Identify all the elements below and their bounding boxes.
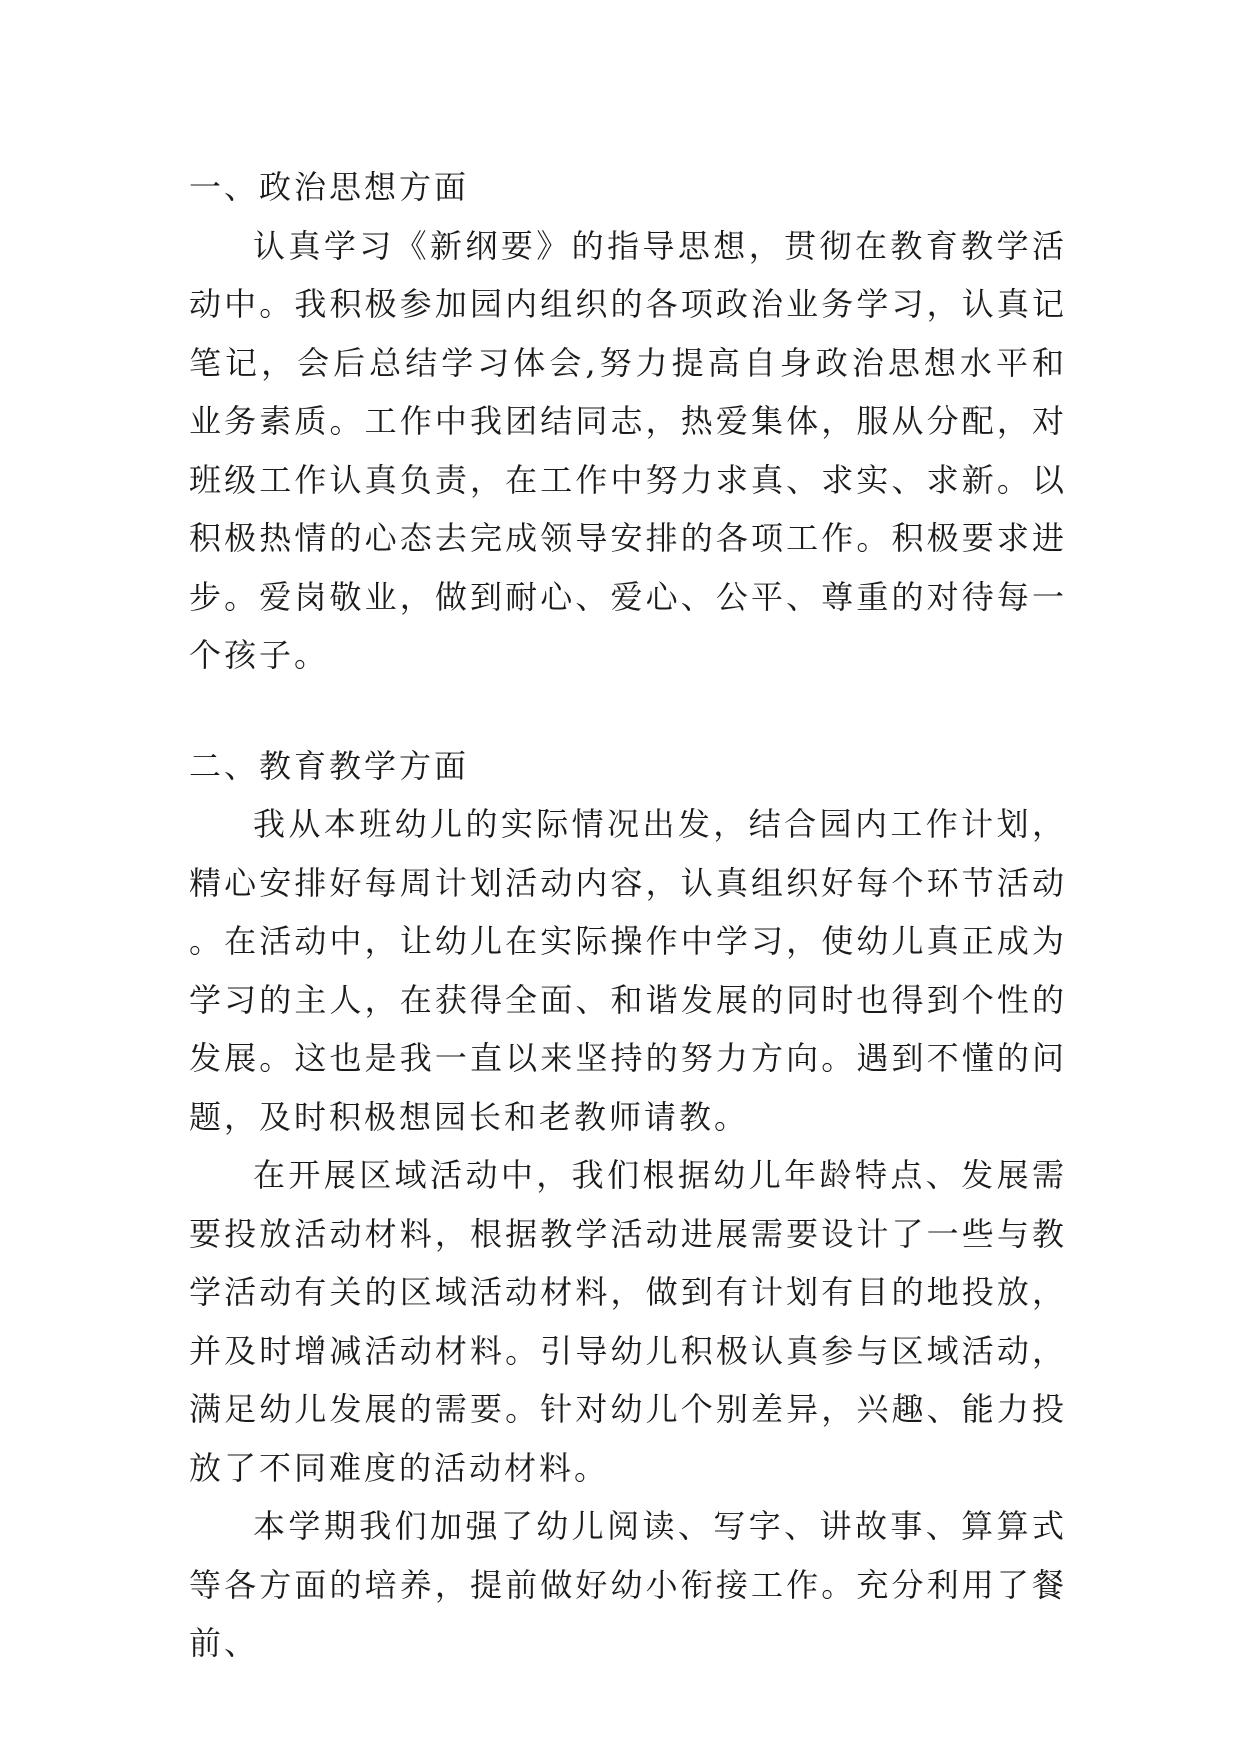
- document-body: [189, 158, 1067, 1673]
- section-political-thought: [189, 158, 1067, 685]
- section-heading: 二、教育教学方面: [189, 746, 470, 785]
- body-paragraph: 我从本班幼儿的实际情况出发，结合园内工作计划，精心安排好每周计划活动内容，认真组织好每个环节活动。在活动中，让幼儿在实际操作中学习，使幼儿真正成为学习的主人，在获得全面、和谐发展的同时也得到个性的发展。这也是我一直以来坚持的努力方向。遇到不懂的问题，及时积极想园长和老教师请教。: [189, 805, 1067, 1136]
- body-paragraph: 在开展区域活动中，我们根据幼儿年龄特点、发展需要投放活动材料，根据教学活动进展需要设计了一些与教学活动有关的区域活动材料，做到有计划有目的地投放，并及时增减活动材料。引导幼儿积极认真参与区域活动，满足幼儿发展的需要。针对幼儿个别差异，兴趣、能力投放了不同难度的活动材料。: [189, 1156, 1067, 1487]
- body-paragraph: 本学期我们加强了幼儿阅读、写字、讲故事、算算式等各方面的培养，提前做好幼小衔接工作。充分利用了餐前、: [189, 1507, 1067, 1662]
- section-education-teaching: [189, 737, 1067, 1673]
- body-paragraph: 认真学习《新纲要》的指导思想，贯彻在教育教学活动中。我积极参加园内组织的各项政治业务学习，认真记笔记，会后总结学习体会,努力提高自身政治思想水平和业务素质。工作中我团结同志，热爱集体，服从分配，对班级工作认真负责，在工作中努力求真、求实、求新。以积极热情的心态去完成领导安排的各项工作。积极要求进步。爱岗敬业，做到耐心、爱心、公平、尊重的对待每一个孩子。: [189, 226, 1067, 674]
- section-heading: 一、政治思想方面: [189, 168, 470, 206]
